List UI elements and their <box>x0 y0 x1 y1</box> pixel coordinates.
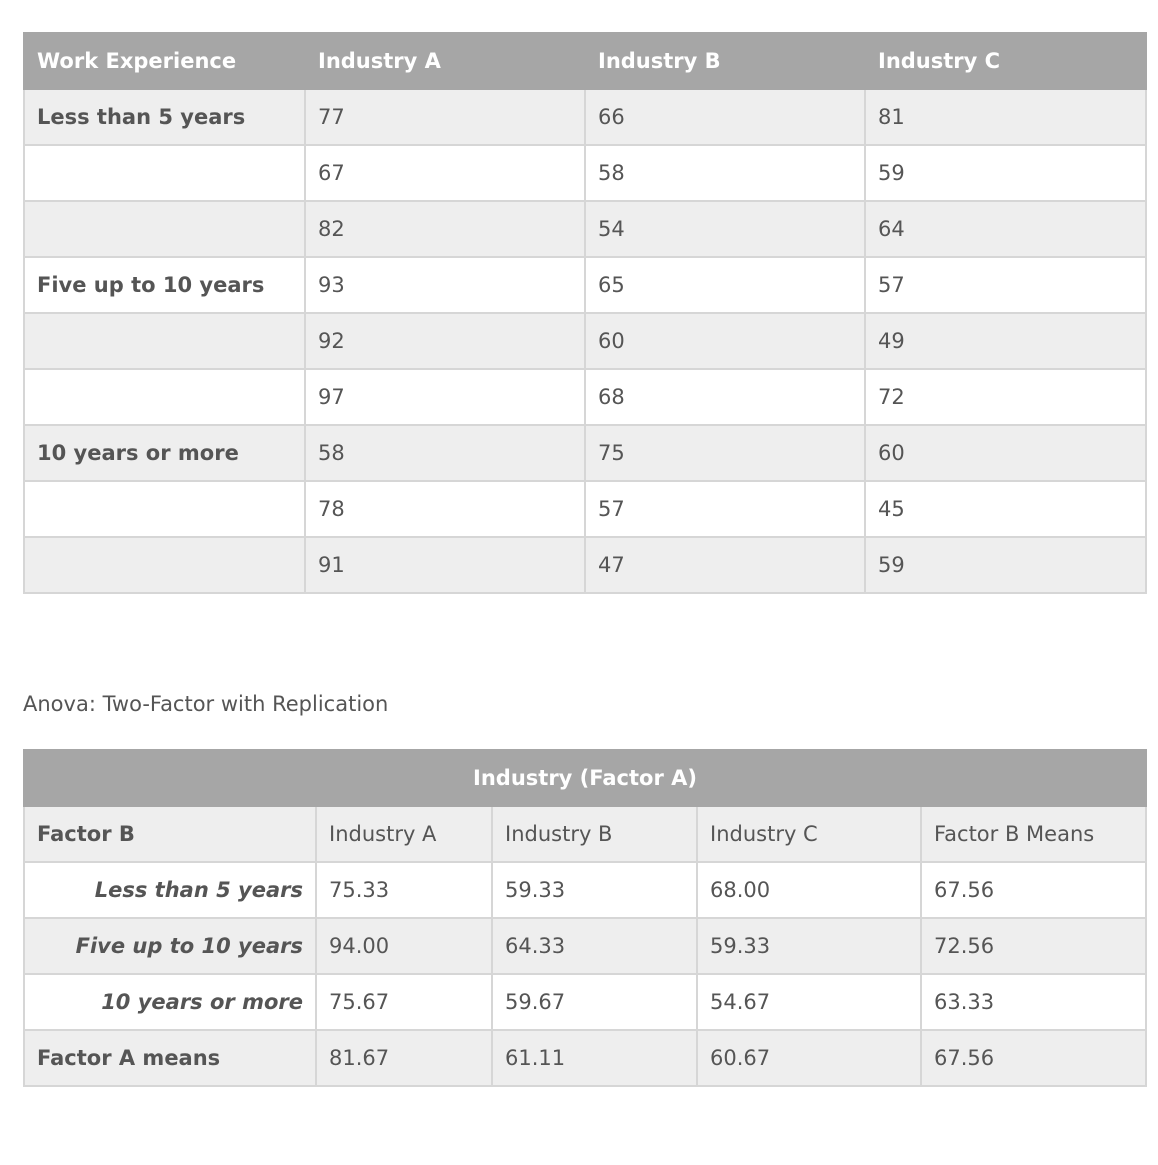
header-cell: Industry B <box>492 806 697 862</box>
row-label: Factor A means <box>24 1030 316 1086</box>
table-cell: 75.33 <box>316 862 492 918</box>
header-cell: Industry C <box>865 33 1146 89</box>
row-label <box>24 313 305 369</box>
table-row <box>24 974 1146 1030</box>
header-cell: Factor B <box>24 806 316 862</box>
work-experience-table <box>23 32 1147 594</box>
table-cell: 59.33 <box>697 918 921 974</box>
table-cell: 68.00 <box>697 862 921 918</box>
table-cell: 92 <box>305 313 585 369</box>
table-row <box>24 425 1146 481</box>
table-cell: 75.67 <box>316 974 492 1030</box>
group-header-row <box>24 750 1146 806</box>
table-cell: 60 <box>585 313 865 369</box>
table-cell: 47 <box>585 537 865 593</box>
table-row <box>24 918 1146 974</box>
header-cell: Industry C <box>697 806 921 862</box>
table-cell: 45 <box>865 481 1146 537</box>
table-cell: 61.11 <box>492 1030 697 1086</box>
row-label <box>24 201 305 257</box>
table-cell: 59.67 <box>492 974 697 1030</box>
table-cell: 66 <box>585 89 865 145</box>
table-cell: 93 <box>305 257 585 313</box>
table-cell: 82 <box>305 201 585 257</box>
anova-caption: Anova: Two-Factor with Replication <box>23 692 389 716</box>
header-cell: Work Experience <box>24 33 305 89</box>
table-row <box>24 537 1146 593</box>
row-label <box>24 369 305 425</box>
table-cell: 59 <box>865 145 1146 201</box>
table-row <box>24 862 1146 918</box>
table-cell: 63.33 <box>921 974 1146 1030</box>
table-row <box>24 481 1146 537</box>
table-row <box>24 257 1146 313</box>
row-label <box>24 145 305 201</box>
header-row <box>24 806 1146 862</box>
factor-means-table <box>23 749 1147 1087</box>
header-cell: Industry A <box>316 806 492 862</box>
table-cell: 54.67 <box>697 974 921 1030</box>
table-cell: 67 <box>305 145 585 201</box>
table-row <box>24 89 1146 145</box>
table-cell: 72.56 <box>921 918 1146 974</box>
table-cell: 49 <box>865 313 1146 369</box>
table-cell: 59.33 <box>492 862 697 918</box>
table-cell: 58 <box>305 425 585 481</box>
table-cell: 57 <box>585 481 865 537</box>
table-cell: 67.56 <box>921 862 1146 918</box>
row-label <box>24 537 305 593</box>
table-cell: 81 <box>865 89 1146 145</box>
table-cell: 64 <box>865 201 1146 257</box>
table-cell: 75 <box>585 425 865 481</box>
table-row <box>24 1030 1146 1086</box>
header-row <box>24 33 1146 89</box>
table-row <box>24 369 1146 425</box>
table-cell: 57 <box>865 257 1146 313</box>
table-cell: 58 <box>585 145 865 201</box>
row-label: Less than 5 years <box>24 89 305 145</box>
row-label: Five up to 10 years <box>24 918 316 974</box>
table-cell: 77 <box>305 89 585 145</box>
table-row <box>24 313 1146 369</box>
row-label: 10 years or more <box>24 974 316 1030</box>
table-cell: 60 <box>865 425 1146 481</box>
row-label <box>24 481 305 537</box>
table-cell: 60.67 <box>697 1030 921 1086</box>
table-cell: 68 <box>585 369 865 425</box>
row-label: Less than 5 years <box>24 862 316 918</box>
table-cell: 94.00 <box>316 918 492 974</box>
header-cell: Industry A <box>305 33 585 89</box>
table-cell: 59 <box>865 537 1146 593</box>
table-cell: 91 <box>305 537 585 593</box>
header-cell: Industry B <box>585 33 865 89</box>
table-cell: 72 <box>865 369 1146 425</box>
table-cell: 78 <box>305 481 585 537</box>
table-cell: 64.33 <box>492 918 697 974</box>
table-cell: 81.67 <box>316 1030 492 1086</box>
row-label: 10 years or more <box>24 425 305 481</box>
row-label: Five up to 10 years <box>24 257 305 313</box>
table-cell: 54 <box>585 201 865 257</box>
header-cell: Factor B Means <box>921 806 1146 862</box>
table-row <box>24 145 1146 201</box>
table-cell: 97 <box>305 369 585 425</box>
table-row <box>24 201 1146 257</box>
group-header-cell: Industry (Factor A) <box>24 750 1146 806</box>
table-cell: 67.56 <box>921 1030 1146 1086</box>
table-cell: 65 <box>585 257 865 313</box>
